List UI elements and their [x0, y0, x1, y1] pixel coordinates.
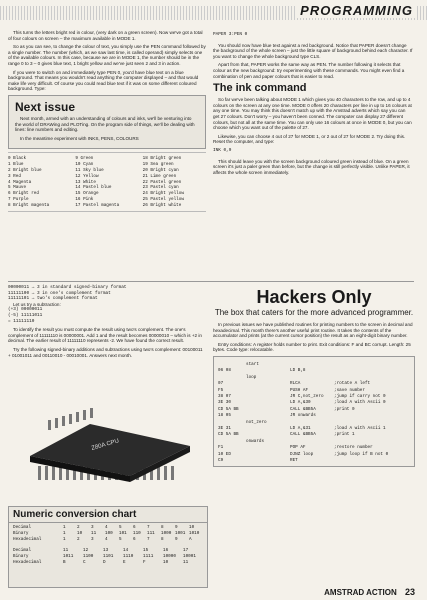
table-cell: 1 [63, 531, 66, 536]
colour-entry: 12 Yellow [75, 173, 99, 179]
hackers-subtitle: The box that caters for the more advanced programmer. [214, 308, 414, 317]
code-cell: PUSH AF [290, 387, 309, 393]
table-cell: 10001 [183, 554, 196, 559]
colour-entry: 9 Green [75, 156, 94, 162]
binary-line: (+3) 00000011 [8, 307, 43, 313]
row-label: Decimal [13, 548, 32, 553]
table-cell: 1101 [103, 554, 114, 559]
table-cell: 3 [91, 525, 94, 530]
table-cell: 3 [91, 537, 94, 542]
table-row [13, 560, 203, 566]
colour-entry: 16 Pink [75, 196, 94, 202]
colour-entry: 14 Pastel blue [75, 185, 112, 191]
table-cell: 1011 [63, 554, 74, 559]
colour-entry: 5 Mauve [8, 185, 27, 191]
code-cell [246, 458, 290, 464]
table-cell: 9 [175, 525, 178, 530]
colour-entry: 22 Pastel green [142, 179, 182, 185]
table-cell: C [83, 560, 86, 565]
code-command: INK 0,9 [213, 147, 232, 153]
code-command: PAPER 3:PEN 0 [213, 32, 248, 37]
code-cell: C9 [218, 458, 224, 464]
code-cell: ;save number [334, 387, 365, 393]
code-cell: RLCA [290, 381, 301, 387]
code-cell: not_zero [246, 419, 267, 425]
body-paragraph: Entry conditions: A register holds number to print. Exit conditions: F and BC corrupt. Length: 25 bytes. Code type: relocatable. [213, 341, 411, 353]
row-label: Binary [13, 554, 29, 559]
right-column [213, 30, 413, 178]
table-cell: 4 [105, 537, 108, 542]
colour-table [8, 152, 206, 212]
table-cell: 17 [183, 548, 189, 553]
colour-entry: 8 Bright magenta [8, 202, 50, 208]
table-cell: 1111 [143, 554, 154, 559]
colour-entry: 1 Blue [8, 162, 24, 168]
body-paragraph: Try the following signed-binary additions and subtractions using two's complement: 00100011 + 01001011 and 00110010 - 00010001. Answers next month. [8, 346, 203, 358]
table-cell: D [103, 560, 106, 565]
table-cell: 1001 [175, 531, 186, 536]
code-cell: LD A,&31 [290, 426, 311, 432]
table-cell: 111 [147, 531, 155, 536]
body-paragraph: You should now have blue text against a red background. Notice that PAPER doesn't change the background of the whole screen – just the little square of background behind each character. If you want to change the whole background type CLS. [213, 42, 413, 59]
colour-entry: 7 Purple [8, 196, 29, 202]
table-cell: 10 [163, 560, 169, 565]
code-cell: ;load A with Ascii 1 [334, 426, 386, 432]
colour-entry: 23 Pastel cyan [142, 185, 179, 191]
body-paragraph: So far we've been talking about MODE 1 which gives you 40 characters to the row, and up to 4 colours on the screen at any one time. MODE 0 offers 20 characters per line in up to 16 colours at any one time. You may think this doesn't match up with the Amstrad adverts which say you can get 27 colours. Don't worry – you haven't been conned. The computer can display 27 different colours, but not all at the same time. You can only use 16 colours at once in MODE 0, but you can choose which you want out of the palette of 27. [213, 97, 412, 131]
code-cell: ;restore number [334, 445, 373, 451]
table-cell: 7 [147, 525, 150, 530]
colour-entry: 24 Bright yellow [142, 191, 184, 197]
hackers-title: Hackers Only [256, 287, 372, 307]
table-cell: 13 [103, 548, 109, 553]
binary-line: = 11111110 [8, 318, 35, 324]
code-row [218, 458, 410, 464]
table-cell: 9 [175, 537, 178, 542]
table-cell: 4 [105, 525, 108, 530]
code-cell: LD B,8 [290, 368, 306, 374]
code-cell: CD 5A BB [218, 432, 239, 438]
colour-entry: 26 Bright white [142, 202, 182, 208]
code-cell: ;rotate A left [334, 381, 371, 387]
table-cell: 1010 [189, 531, 200, 536]
magazine-name: AMSTRAD ACTION [324, 588, 397, 597]
table-cell: 6 [133, 537, 136, 542]
table-cell: 1 [63, 537, 66, 542]
code-cell: ;print 1 [334, 432, 355, 438]
body-paragraph: To identify the result you must compute the result using two's complement. The one's complement of 11111110 is 00000001. Add 1 and the result becomes 00000010 – which is +2 in decimal. The earlier result of 11111110 represents -2. We have found the correct result. [8, 327, 202, 344]
code-lines [218, 362, 410, 465]
code-cell: loop [246, 374, 257, 380]
binary-text [8, 285, 206, 361]
code-cell: ;load A with Ascii 0 [334, 400, 386, 406]
table-cell: 2 [77, 537, 80, 542]
table-cell: 110 [133, 531, 141, 536]
hackers-body [213, 322, 415, 353]
numeric-conversion-chart [8, 506, 208, 588]
table-cell: 1110 [123, 554, 134, 559]
assembly-listing [213, 356, 415, 468]
binary-line: 00000011 → 3 in standard signed-binary format [8, 285, 127, 290]
table-cell: 14 [123, 548, 129, 553]
code-cell: DJNZ loop [290, 451, 314, 457]
code-cell: 10 ED [218, 451, 231, 457]
code-cell: ;jump loop if B not 0 [334, 451, 389, 457]
binary-line: 11111101 → two's complement format [8, 296, 98, 302]
table-cell: E [123, 560, 126, 565]
code-cell: 3E 31 [218, 426, 231, 432]
table-cell: 8 [161, 537, 164, 542]
table-cell: 101 [119, 531, 127, 536]
body-paragraph: If you were to switch on and immediately type PEN 0, you'd have blue text on a blue background. That means you wouldn't read anything the computer displayed – and that would make life very difficult. Of course you could read blue text if it was on some different coloured background. Type: [8, 69, 199, 92]
code-cell: onwards [246, 438, 265, 444]
ink-heading: The ink command [213, 82, 307, 95]
code-cell: CD 5A BB [218, 406, 239, 412]
code-cell: 18 05 [218, 413, 231, 419]
chip-label: Z80A CPU [90, 438, 120, 452]
colour-entry: 18 Bright green [142, 156, 182, 162]
conversion-table [9, 523, 207, 568]
chart-heading: Numeric conversion chart [9, 507, 207, 523]
code-cell: start [246, 361, 259, 367]
body-paragraph: Likewise, you can choose 4 out of 27 for MODE 1, or 2 out of 27 for MODE 2. Try doing this. Reset the computer, and type: [213, 133, 406, 145]
code-cell: F5 [218, 387, 224, 393]
code-cell: F1 [218, 445, 224, 451]
colour-entry: 3 Red [8, 173, 21, 179]
code-cell: 3E 30 [218, 400, 231, 406]
colour-entry: 25 Pastel yellow [142, 196, 184, 202]
table-cell: 12 [83, 548, 89, 553]
table-cell: 11 [63, 548, 69, 553]
next-issue-footnote: In the meantime experiment with INKS, PENS, COLOURS [20, 135, 139, 141]
table-cell: 10 [189, 525, 195, 530]
table-cell: 10000 [163, 554, 176, 559]
table-cell: 11 [183, 560, 189, 565]
row-label: Hexadecimal [13, 537, 42, 542]
colour-entry: 11 Sky blue [75, 167, 104, 173]
table-cell: 5 [119, 525, 122, 530]
table-cell: 15 [143, 548, 149, 553]
colour-entry: 20 Bright cyan [142, 167, 179, 173]
next-issue-box [8, 95, 206, 149]
body-paragraph: Apart from that, PAPER works the same way as PEN. The number following it selects that colour as the new background: try experimenting with these commands. You might even find a combination of pen and paper colours that is easier to read. [213, 62, 405, 79]
next-issue-text: Next month, armed with an understanding of colours and inks, we'll be venturing into the world of DRAWing and PLOTing. On the program side of things, we'll be dealing with lines: line numbers and editing. [15, 115, 195, 133]
colour-entry: 13 White [75, 179, 96, 185]
body-paragraph: So as you can see, to change the colour of text, you simply use the PEN command followed by a single number. The number (which, as we saw last time, is called operand) simply selects one of the available colours. In this case, because we are in MODE 1, the number should be in the range 0 to 3 – 0 gives blue text, 1 bright yellow and we've just seen 2 and 3 in action. [8, 44, 206, 66]
page-footer [324, 587, 415, 597]
z80-chip-illustration [20, 406, 196, 498]
next-issue-heading: Next issue [15, 99, 76, 114]
table-row [13, 537, 203, 543]
code-cell: 38 07 [218, 394, 231, 399]
table-cell: 11 [91, 531, 97, 536]
table-cell: 16 [163, 548, 169, 553]
colour-entry: 10 Cyan [75, 162, 94, 168]
code-cell: LD A,&30 [290, 400, 311, 406]
code-cell: ;print 0 [334, 406, 355, 412]
table-cell: 7 [147, 537, 150, 542]
page-number: 23 [404, 587, 415, 597]
row-label: Hexadecimal [13, 560, 42, 565]
binary-line: (-5) 11111011 [8, 312, 43, 318]
table-cell: 6 [133, 525, 136, 530]
code-cell: JR onwards [290, 413, 316, 419]
code-cell: ;jump if carry not 0 [334, 394, 386, 399]
table-cell: 1000 [161, 531, 172, 536]
hackers-only-box [213, 285, 415, 585]
code-cell: CALL &BB5A [290, 432, 316, 438]
binary-line: 11111100 → 3 in one's complement format [8, 290, 111, 296]
table-cell: A [189, 537, 192, 542]
colour-entry: 2 Bright blue [8, 167, 42, 173]
code-cell: CALL &BB5A [290, 406, 316, 412]
table-cell: 100 [105, 531, 113, 536]
chip-graphic [20, 406, 196, 498]
body-paragraph: This turns the letters bright red in colour, (very dark on a green screen). Now we've got a total of four colours on screen – the maximum available in MODE 1. [8, 30, 203, 41]
code-cell: 07 [218, 381, 224, 387]
colour-entry: 6 Bright red [8, 191, 39, 197]
row-label: Decimal [13, 525, 32, 530]
code-cell: POP AF [290, 445, 306, 451]
code-cell: JR C,not_zero [290, 394, 324, 399]
colour-entry: 19 Sea green [142, 162, 174, 168]
colour-entry: 15 Orange [75, 191, 99, 197]
row-label: Binary [13, 531, 29, 536]
table-cell: F [143, 560, 146, 565]
table-cell: 8 [161, 525, 164, 530]
code-cell: RET [290, 458, 298, 464]
table-cell: 1 [63, 525, 66, 530]
section-divider [8, 281, 414, 282]
colour-entry: 21 Lime green [142, 173, 177, 179]
table-cell: 5 [119, 537, 122, 542]
table-cell: 10 [77, 531, 83, 536]
table-cell: 1100 [83, 554, 94, 559]
colour-entry: 0 Black [8, 156, 27, 162]
code-cell: 06 08 [218, 368, 231, 374]
table-cell: 2 [77, 525, 80, 530]
binary-line: Let us try a subtraction: [13, 301, 61, 307]
colour-entry: 17 Pastel magenta [75, 202, 120, 208]
left-column [8, 30, 206, 212]
section-title: PROGRAMMING [296, 3, 417, 18]
page-header [0, 0, 427, 22]
code-cell [334, 458, 410, 464]
body-paragraph: In previous issues we have published routines for printing numbers to the screen in decimal and hexadecimal. This month there's another useful print routine. It takes the contents of the accumulator and prints (at the current cursor position) the result as an eight-digit binary number. [213, 322, 413, 339]
body-paragraph: This should leave you with the screen background coloured green instead of blue. On a green screen it's just a paler green than before, but the change is still perfectly visible. Unlike PAPER, it affects the whole screen immediately. [213, 158, 410, 175]
table-cell: B [63, 560, 66, 565]
colour-entry: 4 Magenta [8, 179, 32, 185]
